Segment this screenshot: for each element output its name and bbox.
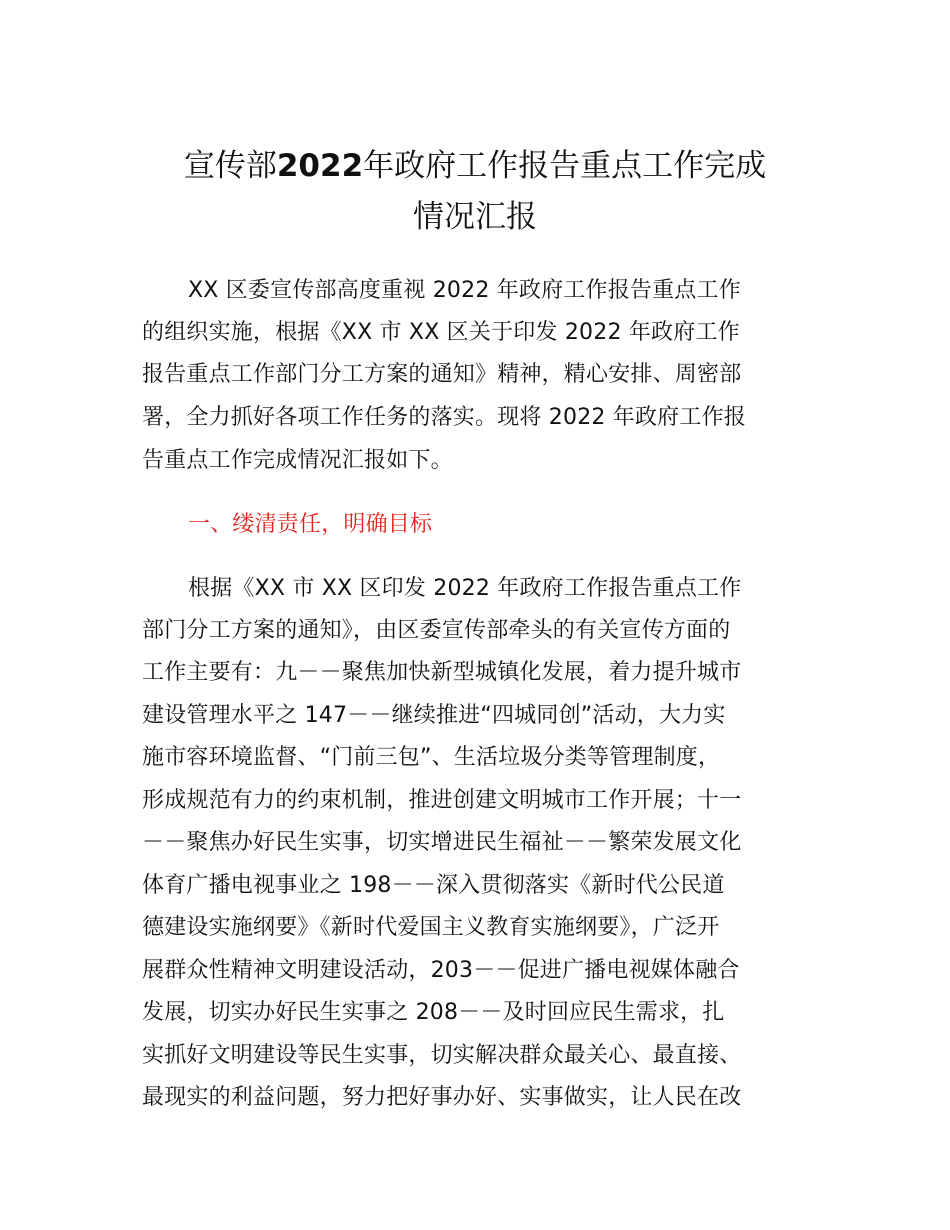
- paragraph1-line: 的组织实施，根据《XX 市 XX 区关于印发 2022 年政府工作: [142, 320, 740, 345]
- paragraph2-line: －－聚焦办好民生实事，切实增进民生福祉－－繁荣发展文化: [142, 830, 742, 855]
- paragraph1-line: 署，全力抓好各项工作任务的落实。现将 2022 年政府工作报: [142, 405, 746, 430]
- paragraph2-line: 体育广播电视事业之 198－－深入贯彻落实《新时代公民道: [142, 873, 725, 898]
- paragraph2-line: 实抓好文明建设等民生实事，切实解决群众最关心、最直接、: [142, 1043, 742, 1068]
- paragraph2-line: 形成规范有力的约束机制，推进创建文明城市工作开展；十一: [142, 788, 742, 813]
- paragraph2-line: 建设管理水平之 147－－继续推进“四城同创”活动，大力实: [142, 703, 726, 728]
- paragraph1-line: 报告重点工作部门分工方案的通知》精神，精心安排、周密部: [142, 362, 742, 387]
- section-heading: 一、缕清责任，明确目标: [188, 512, 433, 537]
- title-prefix: 宣传部: [183, 148, 277, 184]
- paragraph2-line: 最现实的利益问题，努力把好事办好、实事做实，让人民在改: [142, 1085, 742, 1110]
- paragraph2-line: 根据《XX 市 XX 区印发 2022 年政府工作报告重点工作: [188, 576, 742, 601]
- paragraph2-line: 工作主要有：九－－聚焦加快新型城镇化发展，着力提升城市: [142, 660, 742, 685]
- paragraph2-line: 展群众性精神文明建设活动，203－－促进广播电视媒体融合: [142, 958, 740, 983]
- paragraph2-line: 德建设实施纲要》《新时代爱国主义教育实施纲要》，广泛开: [142, 915, 720, 940]
- document-title-line-1: [120, 146, 830, 186]
- document-title-line-2: 情况汇报: [413, 199, 537, 235]
- paragraph2-line: 部门分工方案的通知》，由区委宣传部牵头的有关宣传方面的: [142, 618, 731, 643]
- paragraph1-line: XX 区委宣传部高度重视 2022 年政府工作报告重点工作: [188, 278, 741, 303]
- paragraph2-line: 施市容环境监督、“门前三包”、生活垃圾分类等管理制度，: [142, 745, 721, 770]
- title-year: 2022: [276, 148, 364, 184]
- paragraph2-line: 发展，切实办好民生实事之 208－－及时回应民生需求，扎: [142, 1000, 725, 1025]
- title-suffix: 年政府工作报告重点工作完成: [363, 148, 767, 184]
- paragraph1-line: 告重点工作完成情况汇报如下。: [142, 448, 453, 473]
